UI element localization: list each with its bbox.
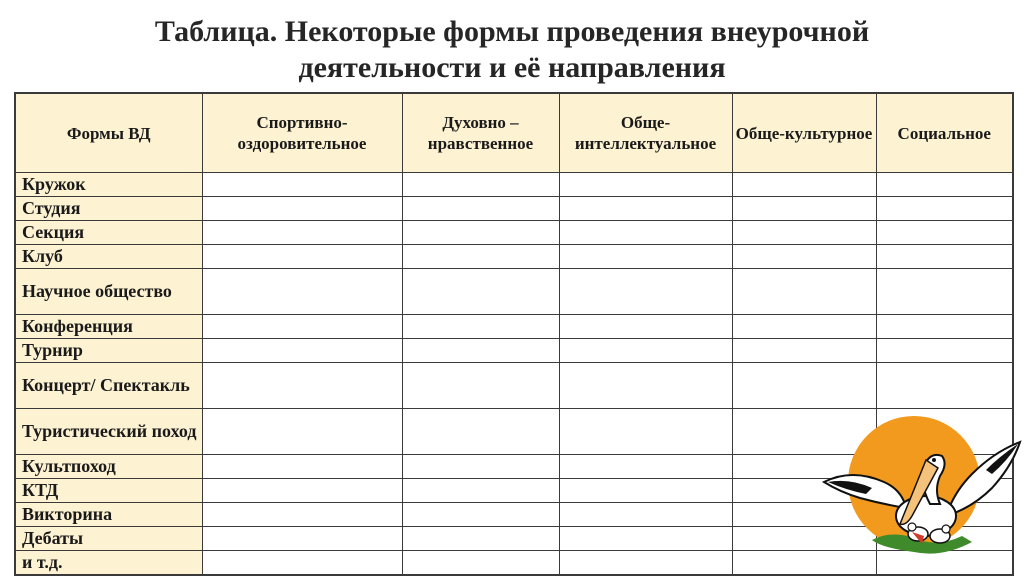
table-cell bbox=[202, 197, 402, 221]
table-cell bbox=[402, 245, 559, 269]
table-cell bbox=[559, 339, 732, 363]
header-sport: Спортивно-оздоровительное bbox=[202, 93, 402, 173]
pelican-emblem-icon bbox=[822, 412, 1024, 562]
row-label: Секция bbox=[15, 221, 202, 245]
table-cell bbox=[876, 173, 1013, 197]
table-cell bbox=[876, 339, 1013, 363]
table-cell bbox=[559, 245, 732, 269]
row-label: Научное общество bbox=[15, 269, 202, 315]
table-cell bbox=[202, 221, 402, 245]
title-line-1: Таблица. Некоторые формы проведения внеурочной bbox=[154, 15, 870, 48]
row-label: Кружок bbox=[15, 173, 202, 197]
row-label: Студия bbox=[15, 197, 202, 221]
table-cell bbox=[559, 269, 732, 315]
table-cell bbox=[402, 409, 559, 455]
title-line-2: деятельности и её направления bbox=[298, 51, 726, 84]
table-cell bbox=[202, 315, 402, 339]
table-cell bbox=[402, 197, 559, 221]
table-cell bbox=[402, 173, 559, 197]
table-cell bbox=[732, 363, 876, 409]
row-label: Дебаты bbox=[15, 527, 202, 551]
table-cell bbox=[202, 363, 402, 409]
table-cell bbox=[876, 221, 1013, 245]
table-cell bbox=[402, 503, 559, 527]
table-cell bbox=[402, 269, 559, 315]
table-cell bbox=[732, 173, 876, 197]
row-label: Туристический поход bbox=[15, 409, 202, 455]
table-cell bbox=[559, 173, 732, 197]
table-cell bbox=[732, 269, 876, 315]
table-cell bbox=[202, 527, 402, 551]
table-cell bbox=[202, 479, 402, 503]
table-cell bbox=[559, 197, 732, 221]
row-label: Культпоход bbox=[15, 455, 202, 479]
table-cell bbox=[876, 363, 1013, 409]
row-label: Конференция bbox=[15, 315, 202, 339]
table-cell bbox=[732, 197, 876, 221]
header-cultural: Обще-культурное bbox=[732, 93, 876, 173]
table-cell bbox=[202, 455, 402, 479]
row-label: Концерт/ Спектакль bbox=[15, 363, 202, 409]
table-cell bbox=[732, 315, 876, 339]
header-intellectual: Обще-интеллектуальное bbox=[559, 93, 732, 173]
table-cell bbox=[202, 503, 402, 527]
table-cell bbox=[402, 339, 559, 363]
table-cell bbox=[402, 455, 559, 479]
table-cell bbox=[402, 221, 559, 245]
table-cell bbox=[559, 527, 732, 551]
row-label: КТД bbox=[15, 479, 202, 503]
table-cell bbox=[202, 173, 402, 197]
row-label: Турнир bbox=[15, 339, 202, 363]
table-cell bbox=[559, 409, 732, 455]
table-row bbox=[15, 315, 1013, 339]
table-cell bbox=[402, 527, 559, 551]
row-label: Клуб bbox=[15, 245, 202, 269]
row-label: и т.д. bbox=[15, 551, 202, 576]
table-cell bbox=[559, 455, 732, 479]
table-cell bbox=[402, 551, 559, 576]
table-row bbox=[15, 363, 1013, 409]
header-forms: Формы ВД bbox=[15, 93, 202, 173]
table-cell bbox=[559, 551, 732, 576]
table-cell bbox=[732, 245, 876, 269]
row-label: Викторина bbox=[15, 503, 202, 527]
table-cell bbox=[559, 479, 732, 503]
header-spiritual: Духовно – нравственное bbox=[402, 93, 559, 173]
table-cell bbox=[402, 363, 559, 409]
table-cell bbox=[202, 269, 402, 315]
page-title bbox=[0, 14, 1024, 86]
table-cell bbox=[202, 409, 402, 455]
table-cell bbox=[559, 503, 732, 527]
table-row bbox=[15, 173, 1013, 197]
table-cell bbox=[732, 339, 876, 363]
table-cell bbox=[402, 479, 559, 503]
table-cell bbox=[876, 245, 1013, 269]
table-row bbox=[15, 339, 1013, 363]
table-cell bbox=[876, 269, 1013, 315]
table-cell bbox=[402, 315, 559, 339]
table-cell bbox=[732, 221, 876, 245]
table-cell bbox=[559, 315, 732, 339]
table-row bbox=[15, 245, 1013, 269]
table-row bbox=[15, 197, 1013, 221]
table-cell bbox=[202, 245, 402, 269]
table-row bbox=[15, 221, 1013, 245]
table-cell bbox=[876, 315, 1013, 339]
table-header-row bbox=[15, 93, 1013, 173]
table-cell bbox=[559, 363, 732, 409]
table-cell bbox=[559, 221, 732, 245]
header-social: Социальное bbox=[876, 93, 1013, 173]
table-cell bbox=[876, 197, 1013, 221]
table-row bbox=[15, 269, 1013, 315]
table-cell bbox=[202, 551, 402, 576]
table-cell bbox=[202, 339, 402, 363]
